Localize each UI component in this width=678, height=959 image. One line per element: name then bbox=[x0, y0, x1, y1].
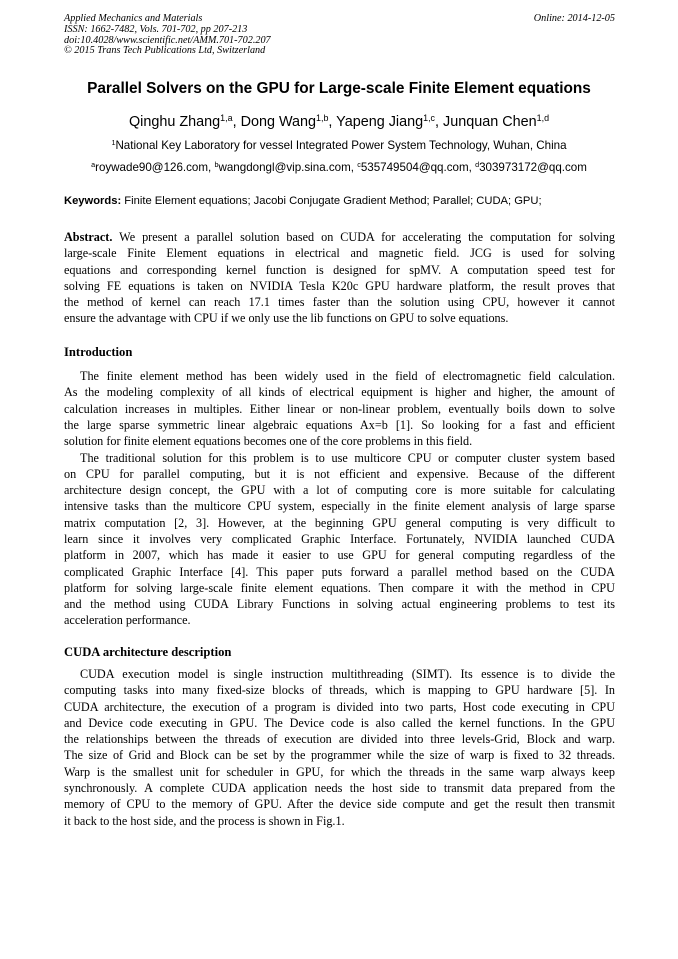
paragraph-line: solution for finite element equations becomes one of the core problems in this field. bbox=[64, 434, 473, 449]
author-list bbox=[40, 114, 638, 130]
paragraph-line: The traditional solution for this problem is to use multicore CPU or computer cluster system based bbox=[80, 450, 615, 465]
paragraph-line: it back to the host side, and the process is shown in Fig.1. bbox=[64, 813, 345, 828]
keywords bbox=[64, 195, 615, 207]
paragraph-line: and the method using CUDA Library Functions in solving actual engineering problems to test its bbox=[64, 597, 615, 612]
paragraph-line: CUDA architecture, the execution of a program is divided into two parts, Host code executing in CPU bbox=[64, 699, 615, 714]
intro-paragraph-2 bbox=[64, 450, 615, 629]
author-name: Dong Wang bbox=[240, 114, 317, 130]
author-affiliation-mark: 1,a bbox=[220, 113, 233, 124]
author-affiliation-mark: 1,c bbox=[423, 113, 436, 124]
paragraph-line: matrix computation [2, 3]. However, at the beginning GPU general computing is very difficult to bbox=[64, 515, 615, 530]
paper-title: Parallel Solvers on the GPU for Large-scale Finite Element equations bbox=[87, 80, 591, 97]
copyright-line: © 2015 Trans Tech Publications Ltd, Switzerland bbox=[64, 45, 266, 57]
paragraph-line: architecture design concept, the GPU with a lot of computing core is more suitable for calculating bbox=[64, 483, 615, 498]
abstract-line: large-scale Finite Element equations in electrical and magnetic field. JCG is used for solving bbox=[64, 246, 615, 261]
paragraph-line: calculation increases in multiples. Either linear or non-linear problem, eventually boils down to solve bbox=[64, 401, 615, 416]
paragraph-line: on CPU for parallel computing, but it is not efficient and expensive. Because of the different bbox=[64, 466, 615, 481]
paragraph-line: synchronously. A complete CUDA application needs the host side to transmit data prepared from the bbox=[64, 781, 615, 796]
doi-line: doi:10.4028/www.scientific.net/AMM.701-702.207 bbox=[64, 34, 271, 46]
issn-line: ISSN: 1662-7482, Vols. 701-702, pp 207-213 bbox=[64, 23, 248, 35]
author: Yapeng Jiang$^{1,c}$, bbox=[336, 113, 444, 130]
keywords-label: Keywords: bbox=[64, 195, 122, 207]
paragraph-line: and Device code executing in GPU. The Device code is also called the kernel functions. In the GPU bbox=[64, 715, 615, 730]
paragraph-line: learn since it involves very complicated Graphic Interface. Fortunately, NVIDIA launched CUDA bbox=[64, 531, 615, 546]
journal-name: Applied Mechanics and Materials bbox=[64, 13, 203, 24]
author-name: Junquan Chen bbox=[443, 114, 537, 130]
keywords-text: Finite Element equations; Jacobi Conjugate Gradient Method; Parallel; CUDA; GPU; bbox=[121, 195, 542, 207]
paragraph-line: The finite element method has been widely used in the field of electromagnetic field calculation. bbox=[80, 369, 615, 383]
email-link[interactable]: wangdongl@vip.sina.com, bbox=[218, 161, 358, 174]
cuda-paragraph-1 bbox=[64, 666, 615, 829]
paragraph-line: the relationships between the threads of execution are divided into three levels-Grid, Block and warp. bbox=[64, 732, 615, 747]
email-link[interactable]: 535749504@qq.com, bbox=[360, 161, 476, 174]
paragraph-line: intensive tasks than the multicore CPU system, especially in the finite element analysis of large sparse bbox=[64, 499, 615, 514]
paragraph-line: platform for solving large-scale finite element equations. Then compare it with the method in CPU bbox=[64, 580, 615, 595]
abstract bbox=[64, 229, 615, 327]
intro-paragraph-1 bbox=[64, 368, 615, 449]
author bbox=[443, 114, 549, 130]
paragraph-line: memory of CPU to the memory of GPU. After the device side compute and get the result then transmit bbox=[64, 797, 615, 812]
abstract-line: equations and corresponding kernel function is designed for spMV. A computation speed test for bbox=[64, 262, 615, 277]
online-date: Online: 2014-12-05 bbox=[533, 13, 615, 24]
section-heading-introduction: Introduction bbox=[64, 345, 133, 359]
paragraph-line: acceleration performance. bbox=[64, 613, 191, 628]
paragraph-line: The size of Grid and Block can be set by the programmer while the size of warp is fixed to 32 threads. bbox=[64, 748, 615, 763]
author-affiliation-mark: 1,b bbox=[316, 113, 329, 124]
author-affiliation-mark: 1,d bbox=[536, 113, 550, 124]
affiliation bbox=[40, 139, 638, 152]
paragraph-line: complicated Graphic Interface [4]. This paper puts forward a parallel method based on the CUDA bbox=[64, 564, 615, 579]
author-emails: $^a$roywade90@126.com, $^b$wangdongl@vip.sina.com, $^c$535749504@qq.com, $^d$303973172@qq.com bbox=[91, 160, 587, 174]
author: Qinghu Zhang$^{1,a}$, bbox=[128, 113, 241, 130]
abstract-label: Abstract. bbox=[64, 230, 113, 244]
abstract-line: ensure the advantage with CPU if we only use the lib functions on GPU to solve equations. bbox=[64, 311, 509, 326]
affiliation-mark: 1 bbox=[111, 138, 116, 148]
author-name: Yapeng Jiang bbox=[336, 114, 424, 130]
paragraph-line: CUDA execution model is single instruction multithreading (SIMT). Its essence is to divide the bbox=[80, 667, 615, 681]
affiliation-text: National Key Laboratory for vessel Integrated Power System Technology, Wuhan, China bbox=[115, 139, 567, 152]
author: Dong Wang$^{1,b}$, bbox=[240, 113, 337, 130]
journal-header bbox=[64, 14, 615, 57]
abstract-line: solving FE equations is taken on NVIDIA Tesla K20c GPU hardware platform, the result proves that bbox=[64, 278, 615, 293]
section-heading-cuda: CUDA architecture description bbox=[64, 645, 232, 659]
abstract-line: the method of kernel can reach 17.1 times faster than the solution using CPU, however it cannot bbox=[64, 295, 615, 310]
abstract-line: Abstract. We present a parallel solution based on CUDA for accelerating the computation for solving bbox=[64, 230, 615, 244]
paragraph-line: platform in 2007, which has made it easier to use GPU for general computing regardless of the bbox=[64, 548, 615, 563]
paragraph-line: computing tasks into many fixed-size blocks of threads, which is mapping to GPU hardware [5]. In bbox=[64, 683, 615, 698]
paragraph-line: As the modeling complexity of all kinds of electrical equipment is higher and higher, the amount of bbox=[64, 385, 615, 400]
paragraph-line: Warp is the smallest unit for scheduler in GPU, for which the threads in the same warp always keep bbox=[64, 764, 615, 779]
email-link[interactable]: 303973172@qq.com bbox=[479, 161, 587, 174]
email-link[interactable]: roywade90@126.com, bbox=[95, 161, 215, 174]
author-name: Qinghu Zhang bbox=[128, 114, 221, 130]
paragraph-line: the large sparse symmetric linear algebraic equations Ax=b [1]. So looking for a fast and efficient bbox=[64, 417, 615, 432]
